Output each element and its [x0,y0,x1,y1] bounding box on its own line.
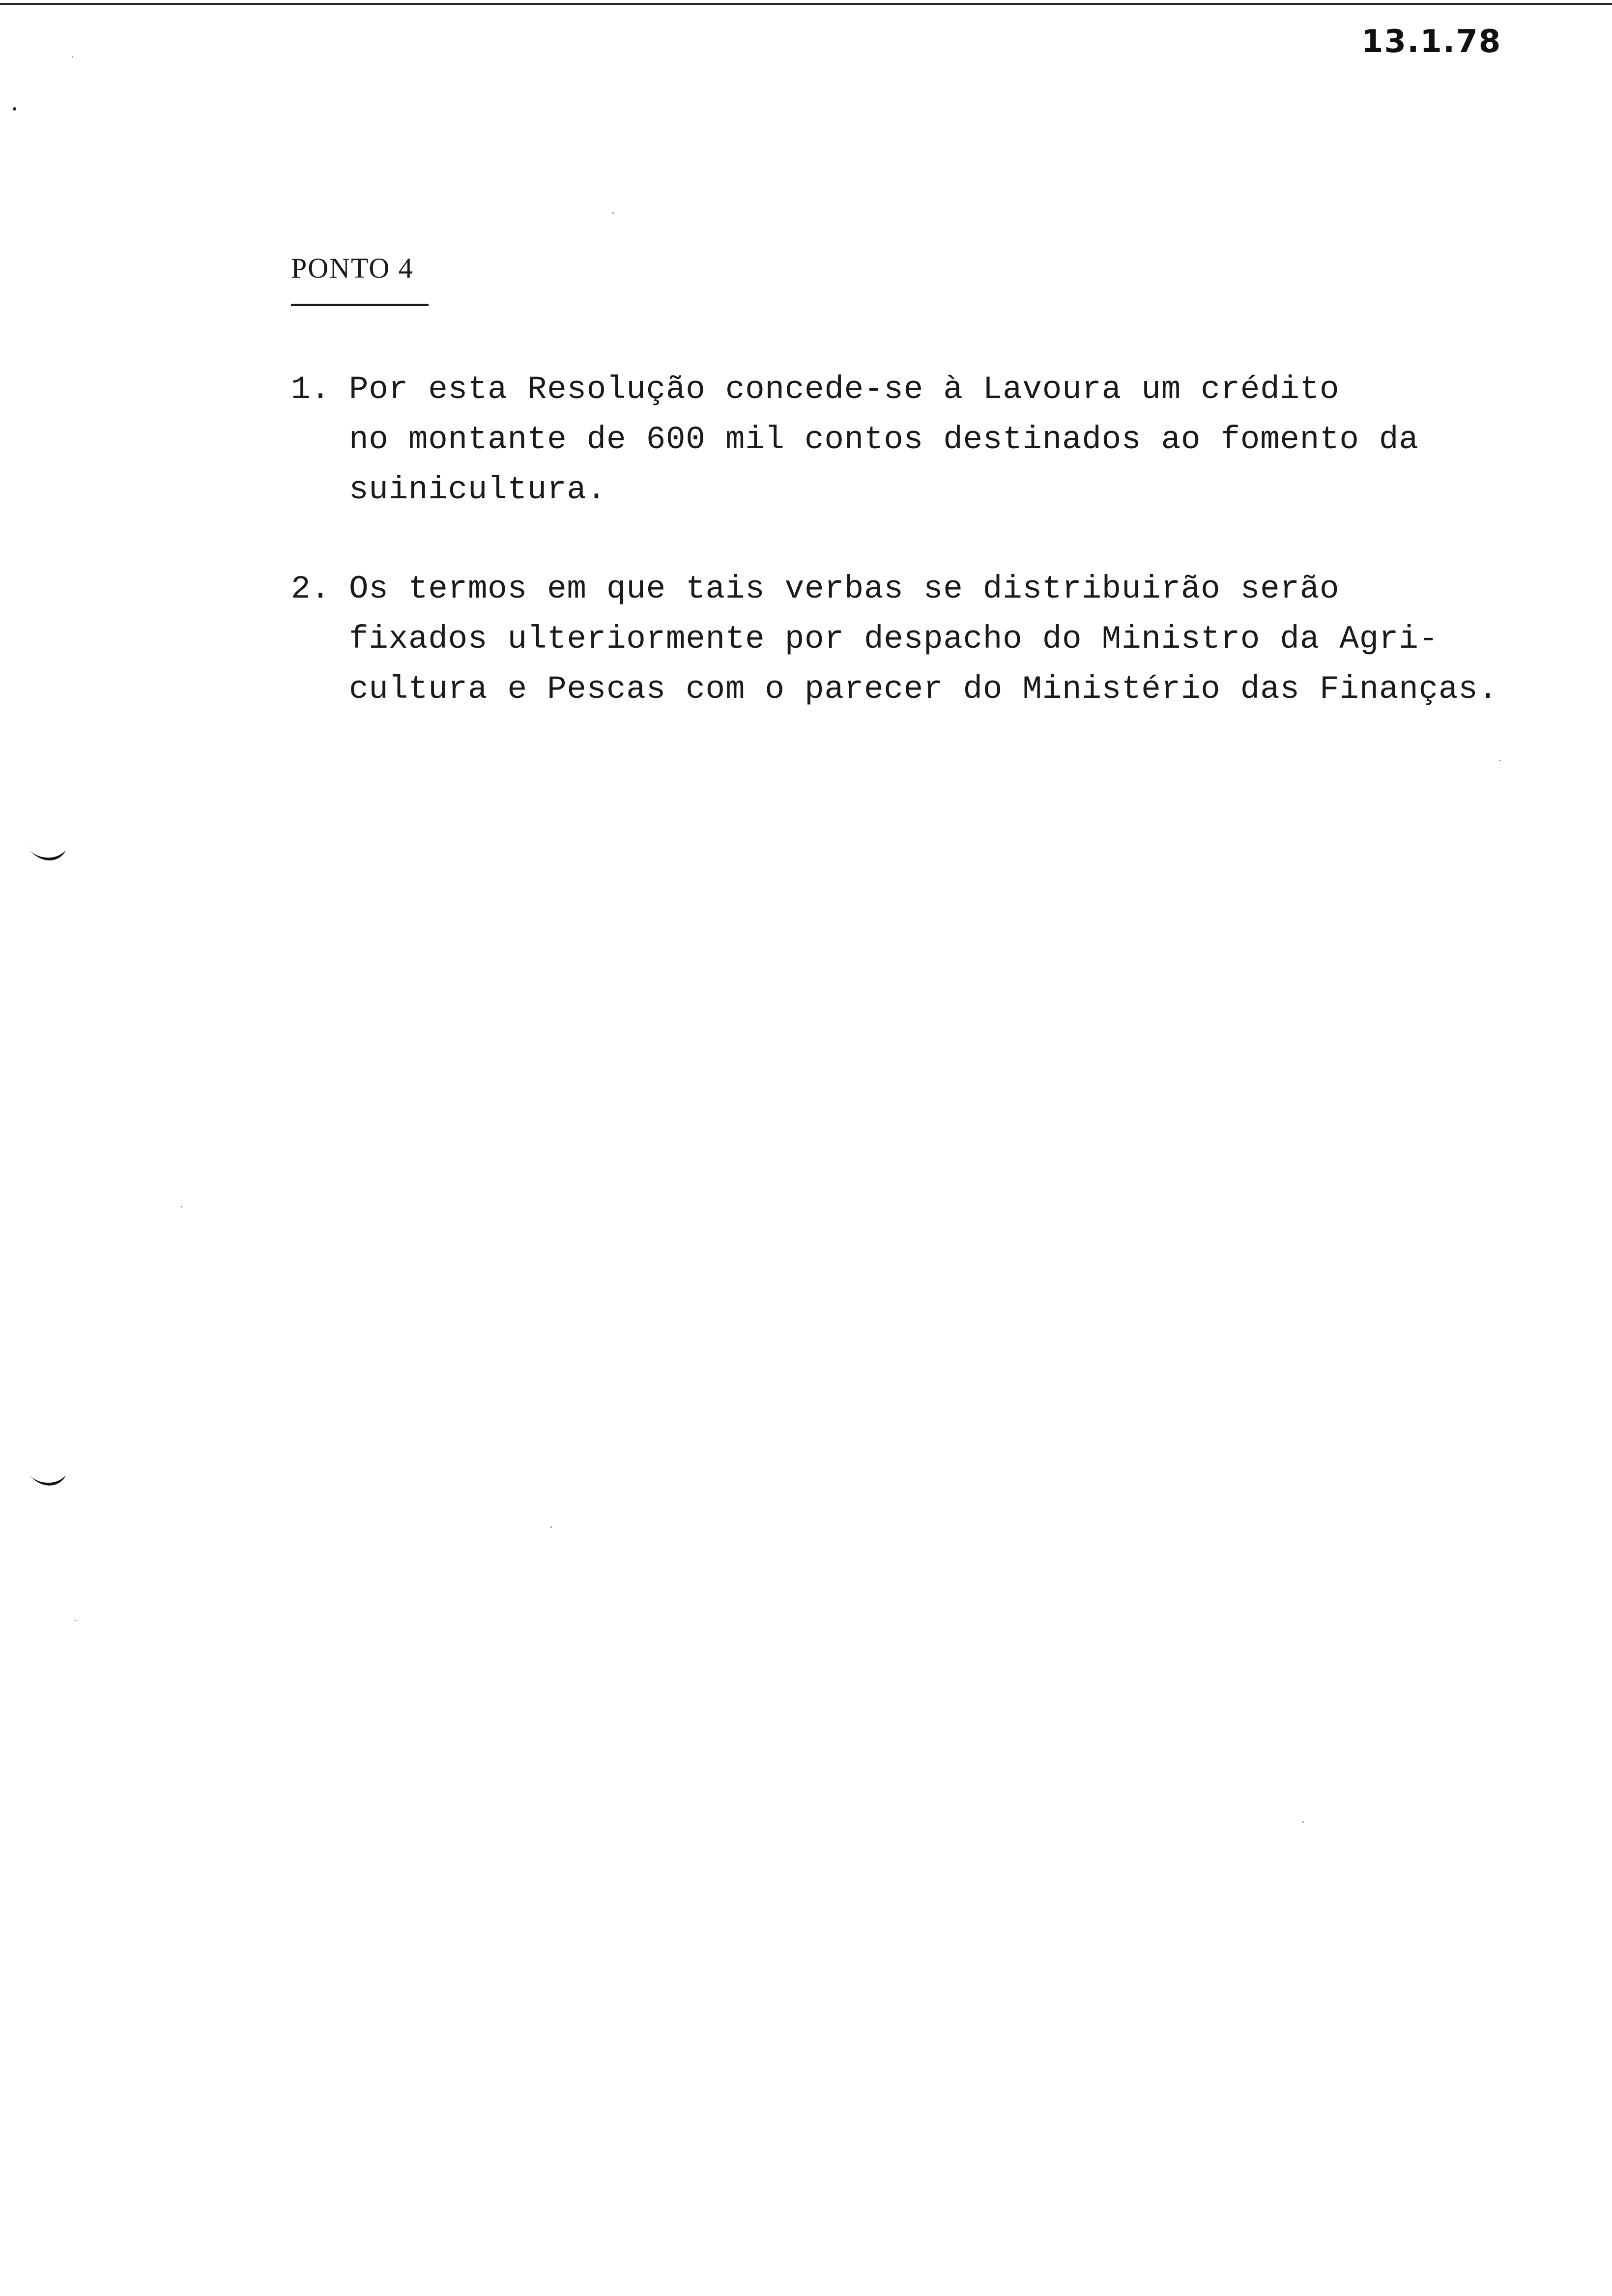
paper-speck [72,56,73,57]
punch-hole-mark-icon [26,844,67,866]
item-text-line: Por esta Resolução concede-se à Lavoura um crédito [349,371,1340,408]
paper-speck [612,212,614,214]
list-item-2 [291,564,1520,715]
item-number: 1. [291,371,331,408]
item-number: 2. [291,571,331,607]
item-text-line: fixados ulteriormente por despacho do Ministro da Agri- [349,621,1439,658]
paper-speck [550,1526,552,1528]
item-text-line: suinicultura. [349,471,606,508]
handwritten-date: 13.1.78 [1361,24,1502,60]
paper-speck [1302,1821,1304,1823]
heading-underline [291,304,429,306]
paper-speck [1499,760,1500,761]
paper-speck [75,1620,76,1621]
page-top-rule [0,3,1612,5]
list-item-1 [291,365,1520,515]
paper-speck [181,1206,182,1207]
page-heading: PONTO 4 [291,252,414,284]
item-text-line: cultura e Pescas com o parecer do Ministério das Finanças. [349,671,1498,708]
paper-speck [13,107,16,111]
item-text-line: Os termos em que tais verbas se distribuirão serão [349,571,1340,607]
punch-hole-mark-icon [26,1469,67,1491]
item-text-line: no montante de 600 mil contos destinados ao fomento da [349,421,1419,458]
